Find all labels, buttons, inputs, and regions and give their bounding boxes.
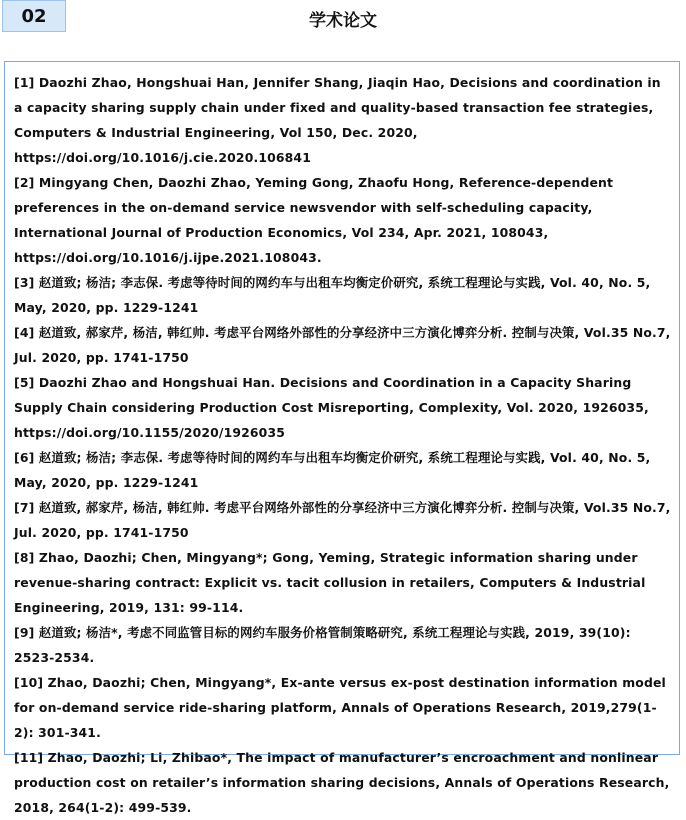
reference-item-4: [4] 赵道致, 郝家芹, 杨洁, 韩红帅. 考虑平台网络外部性的分享经济中三方演化博弈分析. 控制与决策, Vol.35 No.7, Jul. 2020, pp. 1741-1750: [14, 325, 671, 365]
reference-item-8: [8] Zhao, Daozhi; Chen, Mingyang*; Gong, Yeming, Strategic information sharing under revenue-sharing contract: Explicit vs. tacit collusion in retailers, Computers & Industrial Engineering, 2019, 131: 99-114.: [14, 550, 646, 615]
reference-item-3: [3] 赵道致; 杨洁; 李志保. 考虑等待时间的网约车与出租车均衡定价研究, 系统工程理论与实践, Vol. 40, No. 5, May, 2020, pp. 1229-1241: [14, 275, 651, 315]
reference-item-2: [2] Mingyang Chen, Daozhi Zhao, Yeming Gong, Zhaofu Hong, Reference-dependent preferences in the on-demand service newsvendor with self-scheduling capacity, International Journal of Production Economics, Vol 234, Apr. 2021, 108043, https://doi.org/10.1016/j.ijpe.2021.108043.: [14, 175, 614, 265]
reference-item-6: [6] 赵道致; 杨洁; 李志保. 考虑等待时间的网约车与出租车均衡定价研究, 系统工程理论与实践, Vol. 40, No. 5, May, 2020, pp. 1229-1241: [14, 450, 651, 490]
reference-item-5: [5] Daozhi Zhao and Hongshuai Han. Decisions and Coordination in a Capacity Sharing Supply Chain considering Production Cost Misreporting, Complexity, Vol. 2020, 1926035, https://doi.org/10.1155/2020/1926035: [14, 375, 649, 440]
reference-item-1: [1] Daozhi Zhao, Hongshuai Han, Jennifer Shang, Jiaqin Hao, Decisions and coordination in a capacity sharing supply chain under fixed and quality-based transaction fee strategies, Computers & Industrial Engineering, Vol 150, Dec. 2020, https://doi.org/10.1016/j.cie.2020.106841: [14, 75, 661, 165]
reference-item-10: [10] Zhao, Daozhi; Chen, Mingyang*, Ex-ante versus ex-post destination information model for on-demand service ride-sharing platform, Annals of Operations Research, 2019,279(1-2): 301-341.: [14, 675, 666, 740]
section-number: 02: [21, 5, 47, 27]
section-title: 学术论文: [309, 11, 377, 31]
reference-list: [4, 61, 680, 815]
reference-item-11: [11] Zhao, Daozhi; Li, Zhibao*, The impact of manufacturer’s encroachment and nonlinear production cost on retailer’s information sharing decisions, Annals of Operations Research, 2018, 264(1-2): 499-539.: [14, 750, 670, 815]
reference-item-7: [7] 赵道致, 郝家芹, 杨洁, 韩红帅. 考虑平台网络外部性的分享经济中三方演化博弈分析. 控制与决策, Vol.35 No.7, Jul. 2020, pp. 1741-1750: [14, 500, 671, 540]
reference-item-9: [9] 赵道致; 杨洁*, 考虑不同监管目标的网约车服务价格管制策略研究, 系统工程理论与实践, 2019, 39(10): 2523-2534.: [14, 625, 631, 665]
